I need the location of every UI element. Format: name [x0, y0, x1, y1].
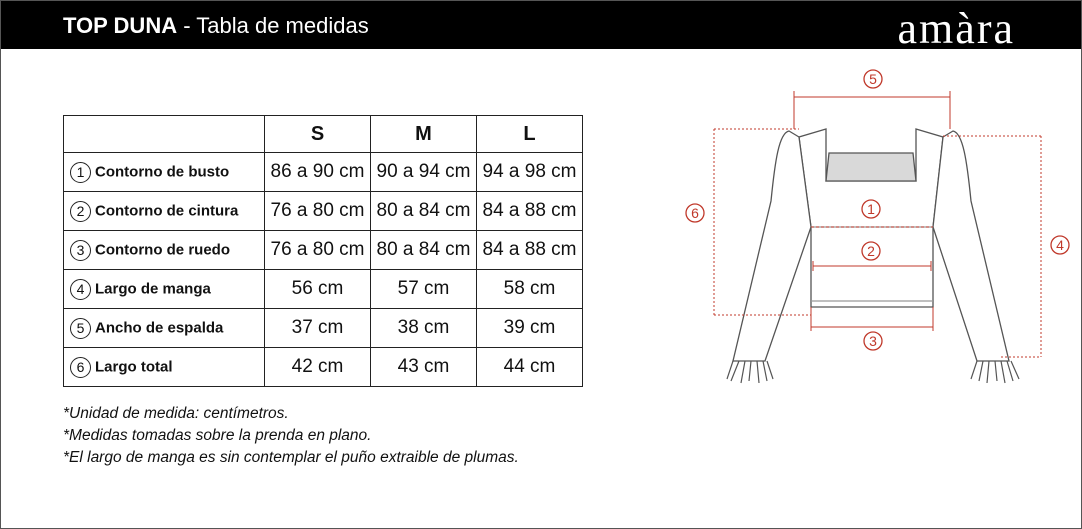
marker-5	[864, 70, 882, 88]
row-number: 5	[70, 318, 91, 339]
value-cell: 76 a 80 cm	[265, 192, 371, 231]
size-header-m: M	[371, 116, 477, 153]
marker-6	[686, 204, 704, 222]
row-number: 4	[70, 279, 91, 300]
value-cell: 58 cm	[477, 270, 583, 309]
svg-text:5: 5	[869, 71, 877, 87]
table-row	[64, 270, 583, 309]
marker-1	[862, 200, 880, 218]
row-label-text: Largo de manga	[95, 279, 211, 297]
row-label	[64, 348, 265, 387]
size-header-row	[64, 116, 583, 153]
svg-text:1: 1	[867, 201, 875, 217]
row-label-text: Ancho de espalda	[95, 318, 224, 336]
line-3-hem	[811, 307, 933, 331]
feather-cuff-right	[971, 361, 1019, 383]
marker-2	[862, 242, 880, 260]
value-cell: 43 cm	[371, 348, 477, 387]
header-bar	[1, 1, 1081, 53]
row-label	[64, 231, 265, 270]
row-number: 3	[70, 240, 91, 261]
value-cell: 84 a 88 cm	[477, 192, 583, 231]
row-label	[64, 309, 265, 348]
row-label	[64, 270, 265, 309]
feather-cuff-left	[727, 361, 773, 383]
garment-diagram	[671, 61, 1081, 401]
table-row	[64, 309, 583, 348]
row-label-text: Largo total	[95, 357, 173, 375]
neckline-fill	[826, 153, 916, 181]
svg-text:4: 4	[1056, 237, 1064, 253]
value-cell: 76 a 80 cm	[265, 231, 371, 270]
value-cell: 56 cm	[265, 270, 371, 309]
row-label	[64, 192, 265, 231]
value-cell: 94 a 98 cm	[477, 153, 583, 192]
table-row	[64, 153, 583, 192]
value-cell: 39 cm	[477, 309, 583, 348]
value-cell: 42 cm	[265, 348, 371, 387]
marker-3	[864, 332, 882, 350]
measure-markers	[686, 70, 1069, 350]
brand-logo: amàra	[897, 4, 1015, 53]
value-cell: 90 a 94 cm	[371, 153, 477, 192]
value-cell: 44 cm	[477, 348, 583, 387]
note-line: *El largo de manga es sin contemplar el puño extraible de plumas.	[63, 449, 519, 466]
table-row	[64, 348, 583, 387]
size-header-s: S	[265, 116, 371, 153]
value-cell: 86 a 90 cm	[265, 153, 371, 192]
table-row	[64, 231, 583, 270]
notes	[63, 403, 519, 469]
left-sleeve	[733, 131, 811, 361]
row-label-text: Contorno de ruedo	[95, 240, 230, 258]
header-empty-cell	[64, 116, 265, 153]
page-title	[63, 13, 369, 39]
line-5-shoulder	[794, 91, 950, 129]
value-cell: 84 a 88 cm	[477, 231, 583, 270]
note-line: *Medidas tomadas sobre la prenda en plano.	[63, 427, 372, 444]
value-cell: 37 cm	[265, 309, 371, 348]
value-cell: 80 a 84 cm	[371, 192, 477, 231]
marker-4	[1051, 236, 1069, 254]
row-number: 6	[70, 357, 91, 378]
row-number: 1	[70, 162, 91, 183]
value-cell: 57 cm	[371, 270, 477, 309]
row-number: 2	[70, 201, 91, 222]
svg-text:6: 6	[691, 205, 699, 221]
value-cell: 80 a 84 cm	[371, 231, 477, 270]
note-line: *Unidad de medida: centímetros.	[63, 405, 289, 422]
row-label-text: Contorno de busto	[95, 162, 230, 180]
product-name: TOP DUNA	[63, 13, 178, 38]
value-cell: 38 cm	[371, 309, 477, 348]
size-table	[63, 115, 583, 387]
size-header-l: L	[477, 116, 583, 153]
svg-text:2: 2	[867, 243, 875, 259]
row-label-text: Contorno de cintura	[95, 201, 239, 219]
right-sleeve	[933, 131, 1009, 361]
svg-text:3: 3	[869, 333, 877, 349]
row-label	[64, 153, 265, 192]
table-row	[64, 192, 583, 231]
title-subtitle: - Tabla de medidas	[177, 13, 369, 38]
